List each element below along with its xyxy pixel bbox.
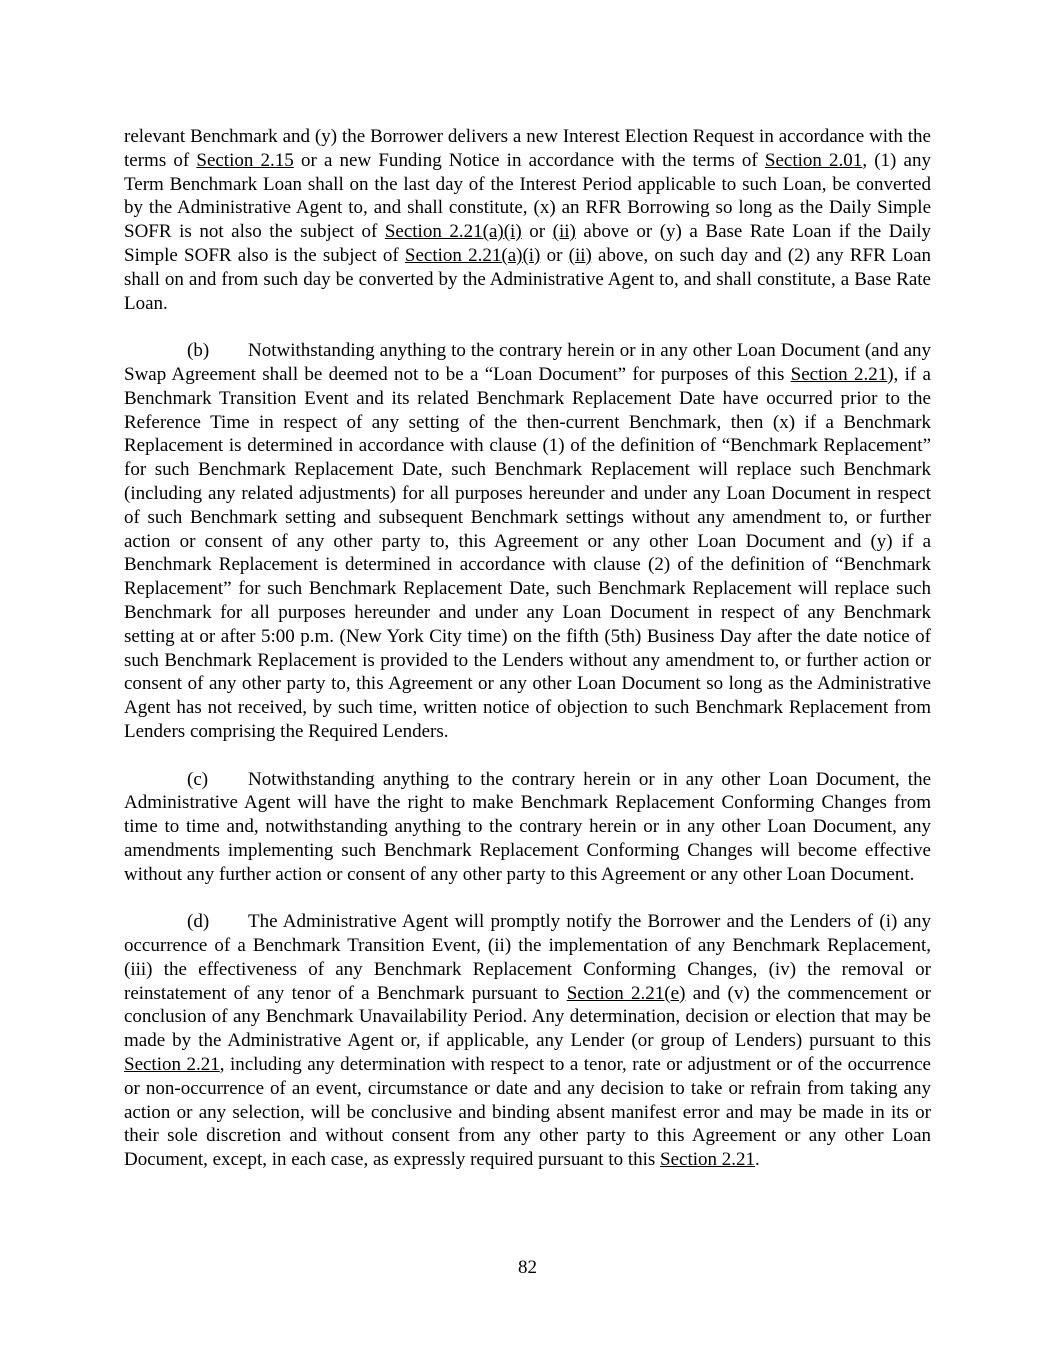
- section-reference: (ii): [568, 244, 592, 266]
- text-segment: The Administrative Agent will promptly notify the Borrower and the Lenders of (i) any occurrence of a Benchmark Transition Event, (ii) the implementation of any Benchmark Replacement, (iii) the effectiveness of any Benchmark Replacement Conforming Changes, (iv) the removal or reinstatement of any tenor of a Benchmark pursuant to: [124, 911, 931, 1004]
- document-body: [124, 125, 931, 1196]
- paragraph-c: [124, 768, 931, 887]
- paragraph-label: (b): [187, 340, 210, 362]
- section-reference: Section 2.21(e): [566, 982, 686, 1004]
- text-segment: , (1) any Term Benchmark Loan shall on the last day of the Interest Period applicable to such Loan, be converted by the Administrative Agent to, and shall constitute, (x) an RFR Borrowing so long as the Daily Simple SOFR is not also the subject of: [124, 149, 931, 243]
- paragraph-label: (c): [187, 768, 209, 790]
- paragraph-b: [124, 339, 931, 744]
- text-segment: , including any determination with respect to a tenor, rate or adjustment or of the occurrence or non-occurrence of an event, circumstance or date and any decision to take or refrain from taking any action or any selection, will be conclusive and binding absent manifest error and may be made in its or their sole discretion and without consent from any other party to this Agreement or any other Loan Document, except, in each case, as expressly required pursuant to this: [124, 1054, 931, 1171]
- paragraph-d: [124, 910, 931, 1172]
- paragraph-continued: [124, 125, 931, 315]
- page-number: 82: [518, 1257, 537, 1278]
- section-reference: Section 2.21(a)(i): [404, 244, 541, 266]
- section-reference: (ii): [552, 221, 576, 243]
- text-segment: above or (y) a Base Rate Loan if the Daily Simple SOFR also is the subject of: [124, 221, 932, 266]
- paragraph-label: (d): [187, 911, 210, 933]
- text-segment: and (v) the commencement or conclusion of any Benchmark Unavailability Period. Any determination, decision or election that may be made by the Administrative Agent or, if applicable, any Lender (or group of Lenders) pursuant to this: [124, 982, 931, 1052]
- section-reference: Section 2.21: [660, 1149, 756, 1171]
- text-segment: .: [755, 1149, 760, 1171]
- section-reference: Section 2.01: [764, 149, 863, 171]
- section-reference: Section 2.21: [124, 1054, 220, 1076]
- section-reference: Section 2.15: [196, 149, 294, 171]
- text-segment: or a new Funding Notice in accordance with the terms of: [293, 149, 765, 171]
- text-segment: or: [540, 244, 569, 266]
- text-segment: ), if a Benchmark Transition Event and its related Benchmark Replacement Date have occurred prior to the Reference Time in respect of any setting of the then-current Benchmark, then (x) if a Benchmark Replacement is determined in accordance with clause (1) of the definition of “Benchmark Replacement” for such Benchmark Replacement Date, such Benchmark Replacement will replace such Benchmark (including any related adjustments) for all purposes hereunder and under any Loan Document in respect of such Benchmark setting and subsequent Benchmark settings without any amendment to, or further action or consent of any other party to, this Agreement or any other Loan Document and (y) if a Benchmark Replacement is determined in accordance with clause (2) of the definition of “Benchmark Replacement” for such Benchmark Replacement Date, such Benchmark Replacement will replace such Benchmark for all purposes hereunder and under any Loan Document in respect of any Benchmark setting at or after 5:00 p.m. (New York City time) on the fifth (5th) Business Day after the date notice of such Benchmark Replacement is provided to the Lenders without any amendment to, or further action or consent of any other party to, this Agreement or any other Loan Document so long as the Administrative Agent has not received, by such time, written notice of objection to such Benchmark Replacement from Lenders comprising the Required Lenders.: [124, 363, 931, 742]
- section-reference: Section 2.21: [790, 363, 888, 385]
- text-segment: relevant Benchmark and (y) the Borrower delivers a new Interest Election Request in accordance with the terms of: [124, 126, 931, 171]
- section-reference: Section 2.21(a)(i): [384, 221, 522, 243]
- text-segment: Notwithstanding anything to the contrary herein or in any other Loan Document (and any Swap Agreement shall be deemed not to be a “Loan Document” for purposes of this: [124, 340, 931, 385]
- text-segment: Notwithstanding anything to the contrary herein or in any other Loan Document, the Administrative Agent will have the right to make Benchmark Replacement Conforming Changes from time to time and, notwithstanding anything to the contrary herein or in any other Loan Document, any amendments implementing such Benchmark Replacement Conforming Changes will become effective without any further action or consent of any other party to this Agreement or any other Loan Document.: [124, 768, 931, 885]
- text-segment: above, on such day and (2) any RFR Loan shall on and from such day be converted by the Administrative Agent to, and shall constitute, a Base Rate Loan.: [124, 244, 932, 314]
- text-segment: or: [521, 221, 553, 243]
